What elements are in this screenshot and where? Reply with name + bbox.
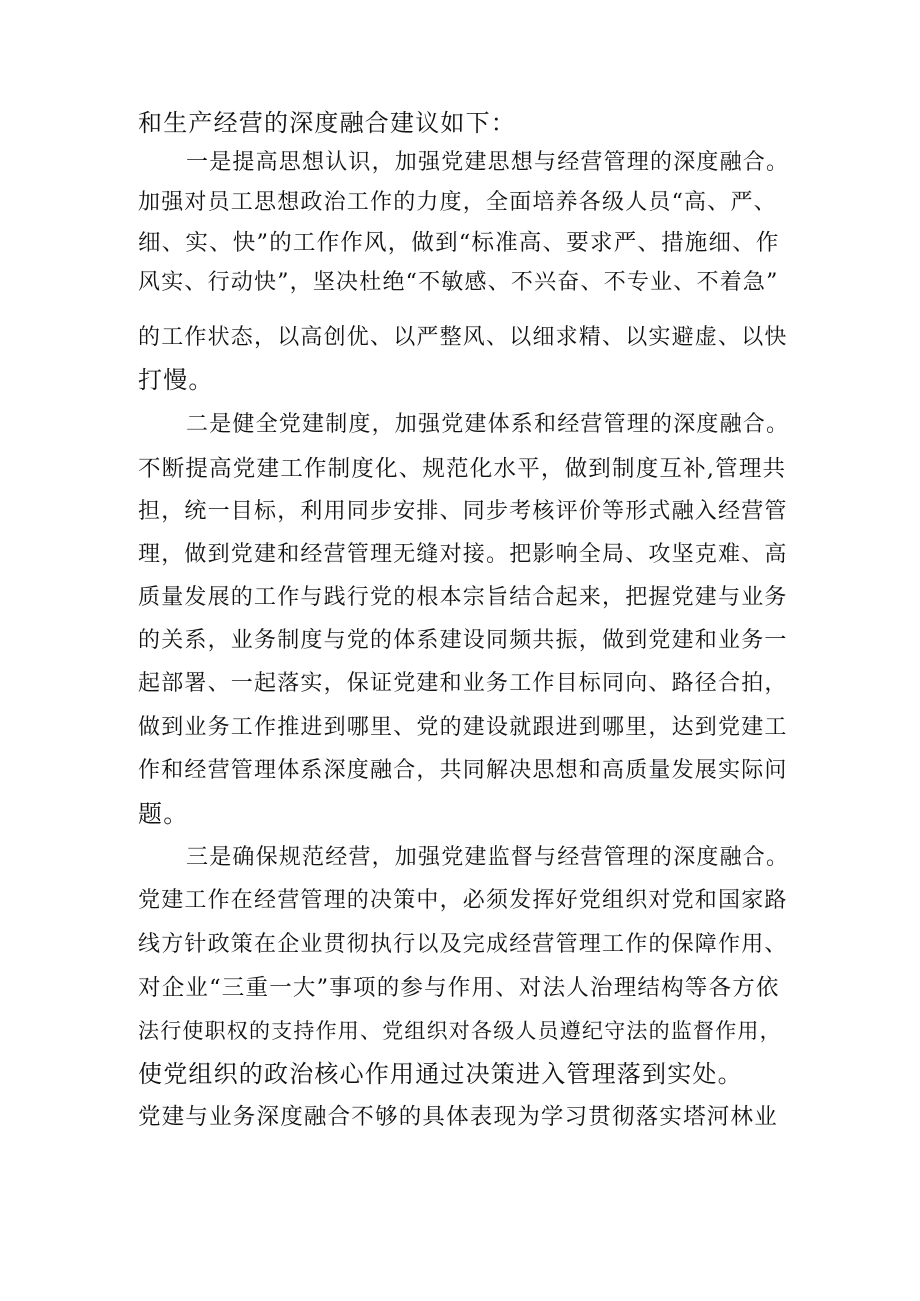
text-line: 不断提高党建工作制度化、规范化水平，做到制度互补,管理共 [138, 456, 787, 482]
text-line: 党建工作在经营管理的决策中，必须发挥好党组织对党和国家路 [138, 888, 788, 913]
text-line: 题。 [138, 800, 189, 828]
text-line: 法行使职权的支持作用、党组织对各级人员遵纪守法的监督作用， [138, 1019, 782, 1043]
text-line: 的关系，业务制度与党的体系建设同频共振，做到党建和业务一 [138, 628, 788, 653]
text-line: 起部署、一起落实，保证党建和业务工作目标同向、路径合拍， [138, 671, 788, 696]
text-line: 细、实、快”的工作作风，做到“标准高、要求严、措施细、作 [138, 230, 780, 256]
text-line: 党建与业务深度融合不够的具体表现为学习贯彻落实塔河林业 [138, 1104, 778, 1130]
text-line: 对企业“三重一大”事项的参与作用、对法人治理结构等各方依 [138, 975, 780, 1001]
text-line: 的工作状态，以高创优、以严整风、以细求精、以实避虚、以快 [138, 325, 788, 350]
text-line: 理，做到党建和经营管理无缝对接。把影响全局、攻坚克难、高 [138, 542, 788, 567]
text-line: 做到业务工作推进到哪里、党的建设就跟进到哪里，达到党建工 [138, 715, 788, 740]
text-line: 加强对员工思想政治工作的力度，全面培养各级人员“高、严、 [138, 190, 777, 215]
text-line: 作和经营管理体系深度融合，共同解决思想和高质量发展实际问 [138, 758, 788, 783]
paragraph-heading-3: 三是确保规范经营，加强党建监督与经营管理的深度融合。 [186, 845, 790, 870]
text-line: 线方针政策在企业贯彻执行以及完成经营管理工作的保障作用、 [138, 932, 788, 957]
text-line: 打慢。 [138, 366, 214, 394]
text-line: 风实、行动快”，坚决杜绝“不敏感、不兴奋、不专业、不着急” [138, 270, 779, 295]
text-line: 使党组织的政治核心作用通过决策进入管理落到实处。 [138, 1060, 743, 1088]
paragraph-heading-2: 二是健全党建制度，加强党建体系和经营管理的深度融合。 [186, 412, 790, 437]
text-line: 担，统一目标，利用同步安排、同步考核评价等形式融入经营管 [138, 499, 788, 524]
paragraph-heading-1: 一是提高思想认识，加强党建思想与经营管理的深度融合。 [186, 150, 790, 175]
text-line: 和生产经营的深度融合建议如下： [138, 109, 516, 137]
text-line: 质量发展的工作与践行党的根本宗旨结合起来，把握党建与业务 [138, 585, 788, 610]
